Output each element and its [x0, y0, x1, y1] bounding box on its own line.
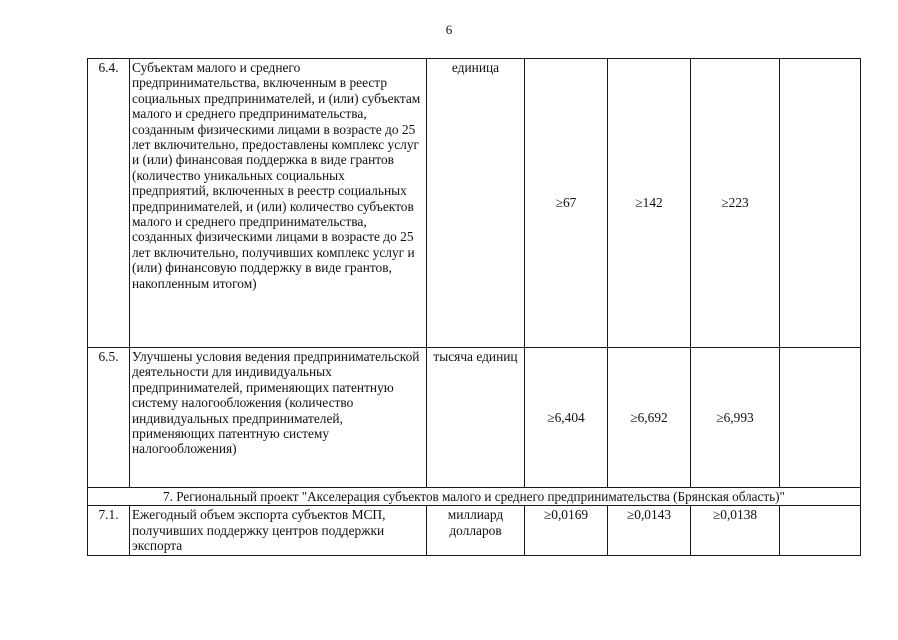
- indicator-table: [87, 58, 861, 556]
- value-cell-2: ≥142: [608, 59, 691, 348]
- row-number: 6.5.: [88, 348, 130, 488]
- value-cell-3: ≥6,993: [691, 348, 780, 488]
- value-cell-1: ≥67: [525, 59, 608, 348]
- indicator-description: Субъектам малого и среднего предпринимательства, включенным в реестр социальных предпринимателей, и (или) субъектам малого и среднего предпринимательства, созданным физическими лицами в возрасте до 25 лет включительно, предоставлены комплекс услуг и (или) финансовая поддержка в виде грантов (количество уникальных социальных предприятий, включенных в реестр социальных предпринимателей, и (или) количество субъектов малого и среднего предпринимательства, созданных физическими лицами в возрасте до 25 лет включительно, получивших комплекс услуг и (или) финансовую поддержку в виде грантов, накопленным итогом): [130, 59, 427, 348]
- page-number: 6: [445, 22, 453, 37]
- value-cell-4: [780, 348, 861, 488]
- value-cell-3: ≥223: [691, 59, 780, 348]
- unit-cell: миллиард долларов: [427, 506, 525, 555]
- value-cell-4: [780, 59, 861, 348]
- table-row: [88, 506, 861, 555]
- table-row: [88, 59, 861, 348]
- indicator-description: Ежегодный объем экспорта субъектов МСП, получивших поддержку центров поддержки экспорта: [130, 506, 427, 555]
- value-cell-2: ≥0,0143: [608, 506, 691, 555]
- value-cell-1: ≥6,404: [525, 348, 608, 488]
- value-cell-4: [780, 506, 861, 555]
- value-cell-3: ≥0,0138: [691, 506, 780, 555]
- unit-cell: единица: [427, 59, 525, 348]
- section-title: 7. Региональный проект "Акселерация субъектов малого и среднего предпринимательства (Брянская область)": [88, 488, 861, 506]
- unit-cell: тысяча единиц: [427, 348, 525, 488]
- value-cell-2: ≥6,692: [608, 348, 691, 488]
- indicator-description: Улучшены условия ведения предпринимательской деятельности для индивидуальных предпринимателей, применяющих патентную систему налогообложения (количество индивидуальных предпринимателей, применяющих патентную систему налогообложения): [130, 348, 427, 488]
- section-row: [88, 488, 861, 506]
- row-number: 6.4.: [88, 59, 130, 348]
- value-cell-1: ≥0,0169: [525, 506, 608, 555]
- row-number: 7.1.: [88, 506, 130, 555]
- table-row: [88, 348, 861, 488]
